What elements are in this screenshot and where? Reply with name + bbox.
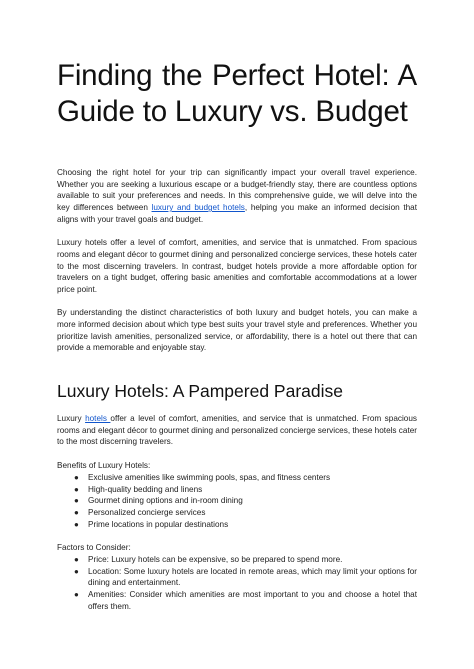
intro-paragraph-1 bbox=[57, 167, 417, 226]
bullet-icon: ● bbox=[74, 519, 79, 529]
section-heading-luxury: Luxury Hotels: A Pampered Paradise bbox=[57, 381, 343, 402]
list-item bbox=[74, 589, 417, 612]
list-item-text: Amenities: Consider which amenities are most important to you and choose a hotel that offers them. bbox=[88, 590, 417, 611]
page-title: Finding the Perfect Hotel: A Guide to Luxury vs. Budget bbox=[57, 59, 417, 128]
list-item bbox=[74, 472, 417, 484]
bullet-icon: ● bbox=[74, 590, 79, 600]
hotels-link[interactable]: hotels bbox=[85, 414, 111, 424]
list-item-text: Personalized concierge services bbox=[88, 507, 206, 517]
list-item-text: High-quality bedding and linens bbox=[88, 484, 203, 494]
intro-paragraph-2: Luxury hotels offer a level of comfort, amenities, and service that is unmatched. From spacious rooms and elegant décor to gourmet dining and personalized concierge services, these hotels cater to the most discerning travelers. In contrast, budget hotels provide a more affordable option for travelers on a tight budget, offering basic amenities and comfortable accommodations at a lower price point. bbox=[57, 238, 418, 294]
benefits-label: Benefits of Luxury Hotels: bbox=[57, 461, 151, 471]
list-item bbox=[74, 495, 417, 507]
list-item-text: Prime locations in popular destinations bbox=[88, 519, 229, 529]
bullet-icon: ● bbox=[74, 472, 79, 482]
document-page bbox=[57, 58, 417, 613]
bullet-icon: ● bbox=[74, 566, 79, 576]
bullet-icon: ● bbox=[74, 555, 79, 565]
luxury-p-text-end: offer a level of comfort, amenities, and service that is unmatched. From spacious rooms and elegant décor to gourmet dining and personalized concierge services, these hotels cater to the most discerning travelers. bbox=[57, 414, 418, 447]
bullet-icon: ● bbox=[74, 507, 79, 517]
intro-p1-text-end: , helping you make an informed decision that aligns with your travel goals and budget. bbox=[57, 203, 417, 224]
list-item bbox=[74, 484, 417, 496]
list-item-text: Gourmet dining options and in-room dining bbox=[88, 496, 243, 506]
list-item bbox=[74, 519, 417, 531]
factors-label: Factors to Consider: bbox=[57, 543, 131, 553]
list-item bbox=[74, 566, 417, 589]
luxury-p-text-start: Luxury bbox=[57, 414, 86, 424]
list-item bbox=[74, 554, 417, 566]
factors-list bbox=[57, 554, 417, 613]
benefits-list bbox=[57, 472, 417, 531]
list-item-text: Exclusive amenities like swimming pools, spas, and fitness centers bbox=[88, 472, 331, 482]
list-item-text: Location: Some luxury hotels are located in remote areas, which may limit your options for dining and entertainment. bbox=[88, 566, 417, 588]
luxury-and-budget-hotels-link[interactable]: luxury and budget hotels bbox=[151, 203, 245, 213]
intro-paragraph-3: By understanding the distinct characteristics of both luxury and budget hotels, you can make a more informed decision about which type best suits your travel style and preferences. Whether you prioritize lavish amenities, personalized service, or affordability, there is a hotel out there that can provide a memorable and enjoyable stay. bbox=[57, 308, 417, 353]
bullet-icon: ● bbox=[74, 496, 79, 506]
list-item-text: Price: Luxury hotels can be expensive, so be prepared to spend more. bbox=[88, 555, 343, 565]
bullet-icon: ● bbox=[74, 484, 79, 494]
list-item bbox=[74, 507, 417, 519]
intro-p1-text-start: Choosing the right hotel for your trip can significantly impact your overall travel experience. Whether you are seeking a luxurious escape or a budget-friendly stay, there are countless options available to suit your preferences and needs. In this comprehensive guide, we will delve into the key differences between bbox=[57, 168, 417, 213]
luxury-paragraph bbox=[57, 413, 417, 448]
